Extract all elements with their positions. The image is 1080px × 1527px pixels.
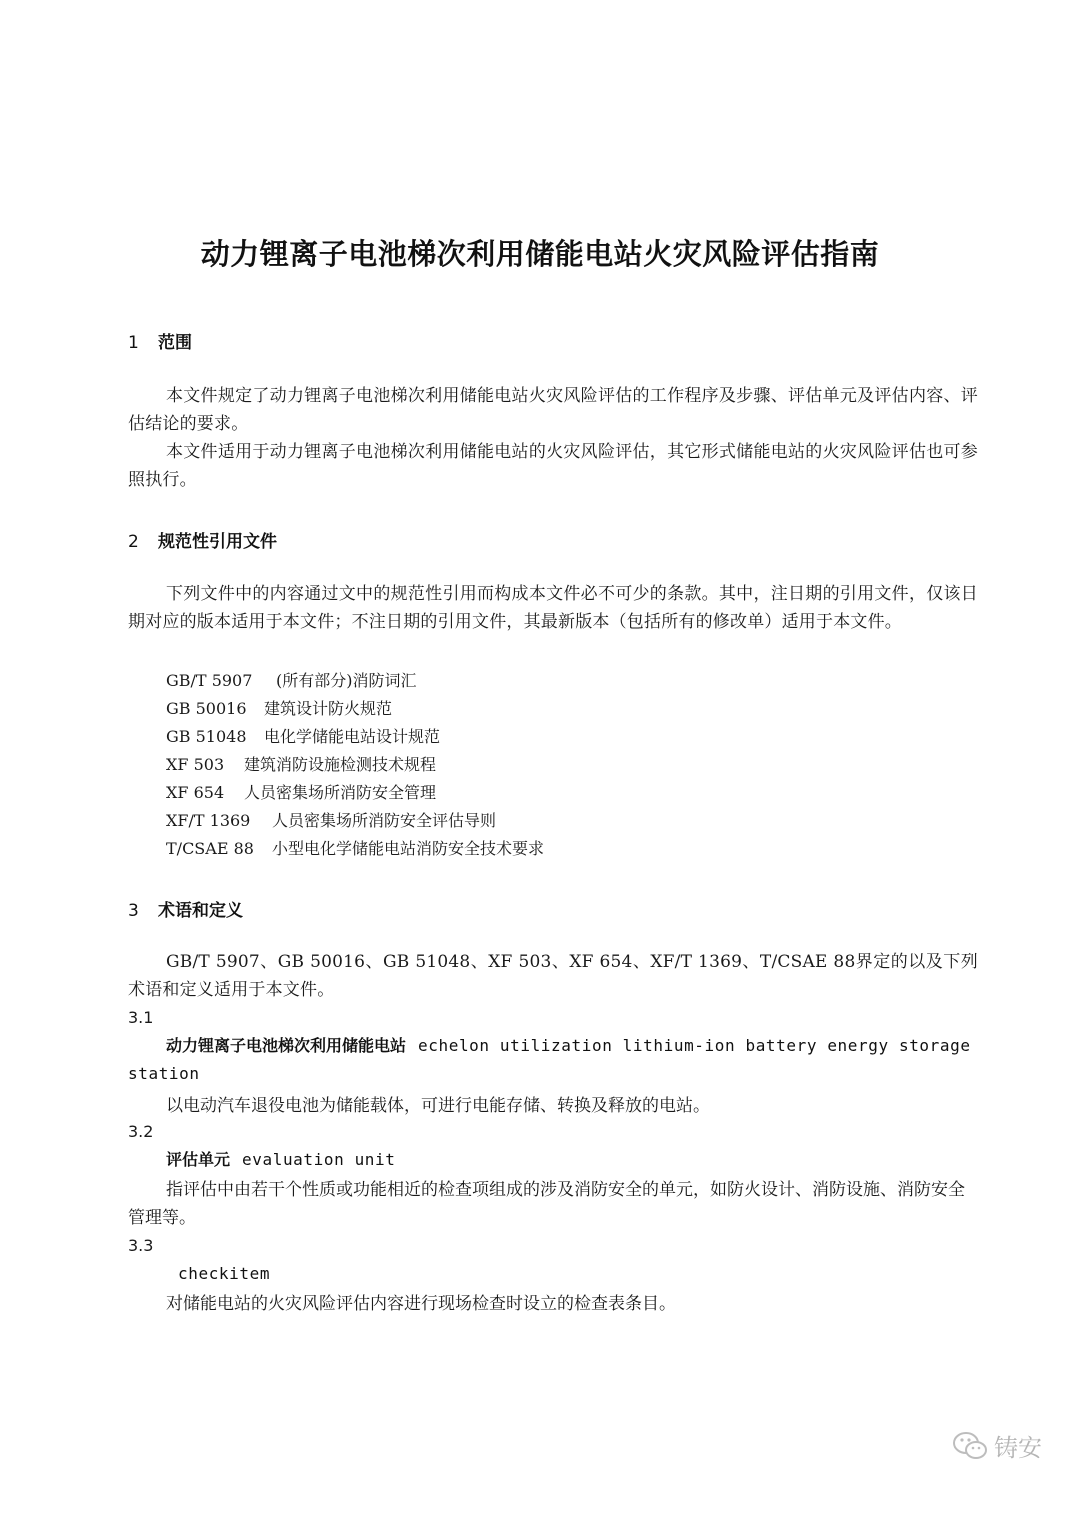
section-title: 规范性引用文件 bbox=[158, 532, 277, 552]
reference-item bbox=[166, 668, 417, 691]
term-definition: 对储能电站的火灾风险评估内容进行现场检查时设立的检查表条目。 bbox=[166, 1294, 676, 1314]
reference-code: XF/T 1369 bbox=[166, 811, 251, 830]
term-definition: 指评估中由若干个性质或功能相近的检查项组成的涉及消防安全的单元，如防火设计、消防设施、消防安全管理等。 bbox=[128, 1180, 965, 1228]
section-number: 2 bbox=[128, 532, 139, 552]
reference-name: 建筑消防设施检测技术规程 bbox=[244, 755, 437, 774]
reference-item bbox=[166, 696, 392, 719]
watermark bbox=[952, 1428, 1042, 1463]
reference-code: GB 51048 bbox=[166, 727, 247, 746]
term-chinese: 动力锂离子电池梯次利用储能电站 bbox=[166, 1036, 407, 1055]
clause-number: 3.1 bbox=[128, 1008, 154, 1027]
clause-number: 3.3 bbox=[128, 1236, 154, 1255]
term-english: evaluation unit bbox=[242, 1150, 396, 1169]
reference-name: 人员密集场所消防安全评估导则 bbox=[272, 811, 497, 830]
reference-item bbox=[166, 752, 436, 775]
paragraph: 本文件适用于动力锂离子电池梯次利用储能电站的火灾风险评估，其它形式储能电站的火灾风险评估也可参照执行。 bbox=[128, 442, 978, 490]
reference-name: (所有部分)消防词汇 bbox=[276, 671, 417, 690]
reference-item bbox=[166, 836, 544, 859]
term-english: checkitem bbox=[178, 1264, 271, 1283]
reference-code: GB/T 5907 bbox=[166, 671, 253, 690]
reference-item bbox=[166, 780, 436, 803]
section-heading-terms-definitions bbox=[128, 896, 243, 921]
reference-code: GB 50016 bbox=[166, 699, 247, 718]
term-definition: 以电动汽车退役电池为储能载体，可进行电能存储、转换及释放的电站。 bbox=[166, 1096, 710, 1116]
section-heading-scope bbox=[128, 328, 192, 353]
reference-item bbox=[166, 808, 496, 831]
reference-name: 建筑设计防火规范 bbox=[264, 699, 393, 718]
watermark-text: 铸安 bbox=[994, 1434, 1042, 1462]
document-title: 动力锂离子电池梯次利用储能电站火灾风险评估指南 bbox=[200, 237, 880, 271]
paragraph: 下列文件中的内容通过文中的规范性引用而构成本文件必不可少的条款。其中，注日期的引用文件，仅该日期对应的版本适用于本文件；不注日期的引用文件，其最新版本（包括所有的修改单）适用于本文件。 bbox=[128, 584, 978, 632]
paragraph: 本文件规定了动力锂离子电池梯次利用储能电站火灾风险评估的工作程序及步骤、评估单元及评估内容、评估结论的要求。 bbox=[128, 386, 978, 434]
term-entry bbox=[128, 1146, 978, 1174]
section-title: 术语和定义 bbox=[158, 901, 243, 921]
clause-number: 3.2 bbox=[128, 1122, 154, 1141]
section-title: 范围 bbox=[158, 333, 192, 353]
term-chinese: 评估单元 bbox=[166, 1150, 231, 1169]
term-english: echelon utilization lithium-ion battery energy storage station bbox=[128, 1036, 971, 1083]
section-number: 3 bbox=[128, 901, 139, 921]
section-heading-normative-references bbox=[128, 527, 277, 552]
reference-item bbox=[166, 724, 440, 747]
wechat-icon bbox=[952, 1430, 988, 1462]
section-number: 1 bbox=[128, 333, 139, 353]
reference-name: 人员密集场所消防安全管理 bbox=[244, 783, 437, 802]
term-entry bbox=[128, 1260, 978, 1288]
reference-name: 小型电化学储能电站消防安全技术要求 bbox=[272, 839, 545, 858]
reference-code: T/CSAE 88 bbox=[166, 839, 254, 858]
reference-name: 电化学储能电站设计规范 bbox=[264, 727, 441, 746]
reference-code: XF 654 bbox=[166, 783, 225, 802]
term-entry bbox=[128, 1032, 978, 1088]
reference-code: XF 503 bbox=[166, 755, 225, 774]
paragraph: GB/T 5907、GB 50016、GB 51048、XF 503、XF 654、XF/T 1369、T/CSAE 88界定的以及下列术语和定义适用于本文件。 bbox=[128, 952, 978, 1000]
